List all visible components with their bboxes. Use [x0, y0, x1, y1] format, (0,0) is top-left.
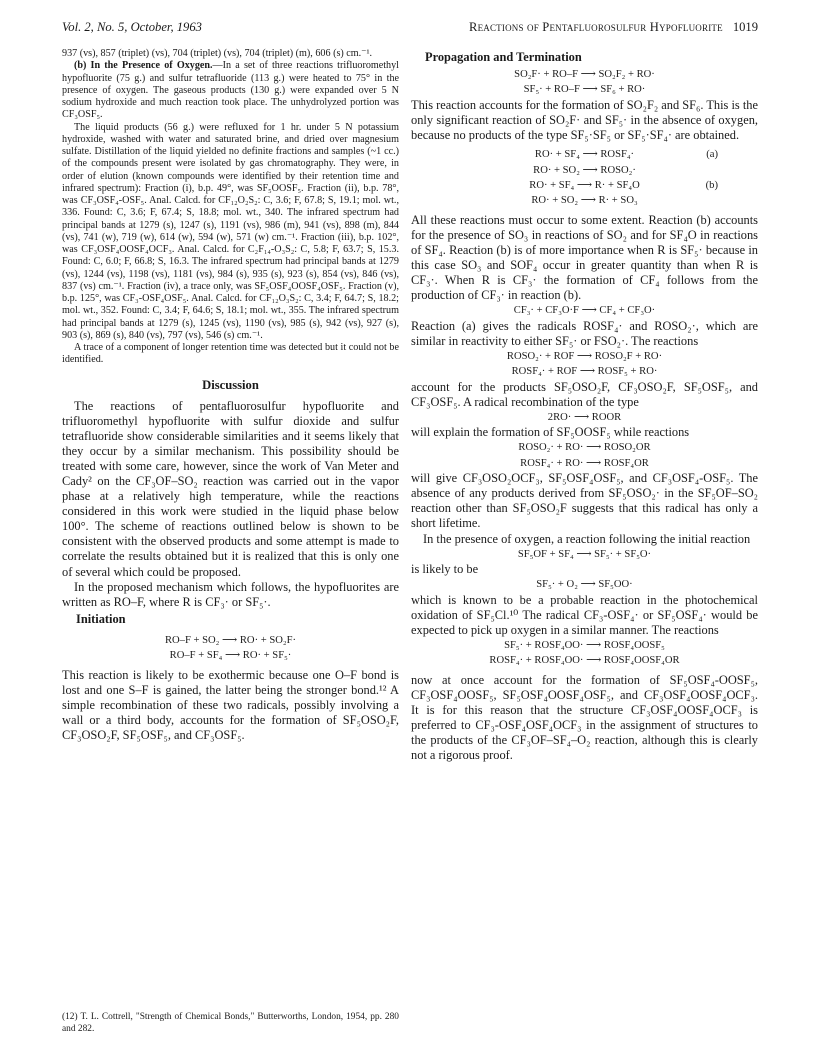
- rof-equation-2: ROSF₄· + ROF ⟶ ROSF₅ + RO·: [511, 366, 658, 378]
- reactions-paragraph: All these reactions must occur to some extent. Reaction (b) accounts for the presence of SO₃ in reactions of SO₂ and for SF₄O in reactions of SF₄. Reaction (b) is of more importance when R is SF₅· because in this case SO₃ and SOF₄ occur in greater quantity than when R is CF₃·. When R is CF₃· the formation of CF₄ follows from the production of CF₃· in reaction (b).: [411, 212, 758, 303]
- equation-b-2: RO· + SO₂ ⟶ R· + SO₃: [531, 195, 638, 207]
- trace-component-paragraph: A trace of a component of longer retention time was detected but it could not be identified.: [62, 342, 399, 366]
- photochemical-paragraph: which is known to be a probable reaction in the photochemical oxidation of SF₅Cl.¹⁰ The radical CF₃-OSF₄· or SF₅OSF₄· would be expected to pick up oxygen in a similar manner. The reactions: [411, 592, 758, 637]
- discussion-heading: Discussion: [202, 377, 259, 392]
- oxygen-equation-3: SF₅· + ROSF₄OO· ⟶ ROSF₄OOSF₅: [504, 639, 665, 651]
- recombination-equation: 2RO· ⟶ ROOR: [547, 411, 622, 423]
- likely-text: is likely to be: [411, 562, 479, 577]
- initiation-equation-1: RO–F + SO₂ ⟶ RO· + SO₂F·: [164, 634, 297, 646]
- footnote: (12) T. L. Cottrell, "Strength of Chemical Bonds," Butterworths, London, 1954, pp. 280 and 282.: [62, 1012, 399, 1034]
- oxygen-subheading: (b) In the Presence of Oxygen.: [74, 60, 213, 72]
- initiation-equation-2: RO–F + SF₄ ⟶ RO· + SF₅·: [169, 650, 292, 662]
- page-header: [62, 20, 758, 40]
- experimental-oxygen-paragraph: [62, 60, 399, 121]
- right-column: [411, 48, 758, 763]
- absence-paragraph: will give CF₃OSO₂OCF₃, SF₅OSF₄OSF₅, and CF₃OSF₄-OSF₅. The absence of any products derived from SF₅OSO₂· in the SF₅OF–SO₂ reaction other than SF₅OSO₂F suggests that this radical has only a short lifetime.: [411, 471, 758, 531]
- formation-paragraph: will explain the formation of SF₅OOSF₅ while reactions: [411, 425, 690, 440]
- liquid-products-paragraph: The liquid products (56 g.) were refluxed for 1 hr. under 5 N potassium hydroxide, washed with water and saturated brine, and dried over magnesium sulfate. Distillation of the liquid yielded no definite fractions and samples (~1 cc.) of the compounds present were isolated by gas chromatography. They were, in order of elution (known compounds were identified by their retention time and infrared spectrum): Fraction (i), b.p. 49°, was SF₅OOSF₅. Fraction (ii), b.p. 78°, was CF₃OSF₄-OSF₅. Anal. Calcd. for CF₁₂O₂S₂: C, 3.6; F, 67.8; S, 19.1; mol. wt., 336. Found: C, 3.6; F, 67.4; S, 18.8; mol. wt., 340. The infrared spectrum had principal bands at 1279 (s), 1247 (s), 1191 (vs), 986 (m), 941 (vs), 898 (m), 844 (vs), 741 (w), 719 (w), 614 (w), 594 (w), 571 (w) cm.⁻¹. Fraction (iii), b.p. 102°, was CF₃OSF₄OOSF₄OCF₃. Anal. Calcd. for C₂F₁₄-O₃S₂: C, 5.8; F, 63.7; S, 15.3. Found: C, 6.0; F, 66.8; S, 16.3. The infrared spectrum had principal bands at 1279 (vs), 1244 (vs), 1198 (vs), 1181 (vs), 984 (s), 935 (s), 923 (s), 854 (vs), 846 (vs), 837 (vs) cm.⁻¹. Fraction (iv), a trace only, was SF₅OSF₄OOSF₄OSF₅. Fraction (v), b.p. 125°, was CF₃-OSF₄OSF₅. Anal. Calcd. for CF₁₂O₃S₂: C, 3.4; F, 64.7; S, 18.2; mol. wt., 352. Found: C, 3.4; F, 64.6; S, 18.1; mol. wt., 355. The infrared spectrum had principal bands at 1279 (s), 1245 (vs), 1190 (vs), 985 (s), 942 (vs), 927 (s), 903 (s), 869 (s), 840 (vs), 797 (vs), 546 (s) cm.⁻¹.: [62, 121, 399, 341]
- equation-b-1: [411, 178, 758, 193]
- page-number: 1019: [732, 20, 758, 34]
- discussion-paragraph-2: In the proposed mechanism which follows, the hypofluorites are written as RO–F, where R is CF₃· or SF₅·.: [62, 579, 399, 609]
- oxygen-equation-2: SF₅· + O₂ ⟶ SF₅OO·: [536, 579, 633, 591]
- propagation-heading: Propagation and Termination: [425, 50, 582, 64]
- conclusion-paragraph: now at once account for the formation of SF₅OSF₄-OOSF₅, CF₃OSF₄OOSF₅, SF₅OSF₄OOSF₄OSF₅, and CF₃OSF₄OOSF₄OCF₃. It is for this reason that the structure CF₃OSF₄OOSF₄OCF₃ is preferred to CF₃-OSF₄OSF₄OCF₃ in the assignment of structures to the products of the CF₃OF–SF₄–O₂ reaction, although this is clearly not a rigorous proof.: [411, 672, 758, 763]
- equation-a-1: [411, 147, 758, 162]
- equation-b-1-text: RO· + SF₄ ⟶ R· + SF₄O: [529, 179, 640, 191]
- running-title: Reactions of Pentafluorosulfur Hypofluorite: [468, 20, 723, 34]
- combination-equation-2: ROSF₄· + RO· ⟶ ROSF₄OR: [520, 457, 649, 469]
- equation-a-2: RO· + SO₂ ⟶ ROSO₂·: [533, 164, 636, 176]
- propagation-equation-2: SF₅· + RO–F ⟶ SF₆ + RO·: [523, 84, 646, 96]
- combination-equation-1: ROSO₂· + RO· ⟶ ROSO₂OR: [518, 442, 651, 454]
- radicals-paragraph: Reaction (a) gives the radicals ROSF₄· and ROSO₂·, which are similar in reactivity to either SF₅· or FSO₂·. The reactions: [411, 318, 758, 348]
- discussion-paragraph-1: The reactions of pentafluorosulfur hypofluorite and trifluoromethyl hypofluorite with sulfur dioxide and sulfur tetrafluoride show considerable similarities and it seems likely that they occur by a similar mechanism. This possibility should be treated with some care, however, since the work of Van Meter and Cady² on the CF₃OF–SO₂ reaction was carried out in the vapor phase at a relatively high temperature, while the reactions considered in this work were studied in the liquid phase below 100°. The scheme of reactions outlined below is shown to be consistent with the observed products and some attempt is made to correlate the results obtained but it is realized that this is only one of several which could be proposed.: [62, 398, 399, 579]
- journal-info: Vol. 2, No. 5, October, 1963: [62, 20, 202, 34]
- oxygen-paragraph: In the presence of oxygen, a reaction following the initial reaction: [423, 531, 751, 546]
- equation-a-1-text: RO· + SF₄ ⟶ ROSF₄·: [534, 149, 635, 161]
- left-column: [62, 48, 399, 743]
- oxygen-equation-1: SF₅OF + SF₄ ⟶ SF₅· + SF₅O·: [517, 548, 652, 560]
- equation-a-tag: (a): [706, 149, 718, 161]
- rof-equation-1: ROSO₂· + ROF ⟶ ROSO₂F + RO·: [506, 350, 663, 362]
- propagation-equation-1: SO₂F· + RO–F ⟶ SO₂F₂ + RO·: [514, 69, 655, 80]
- spectrum-continuation: 937 (vs), 857 (triplet) (vs), 704 (triplet) (vs), 704 (triplet) (m), 606 (s) cm.⁻¹.: [62, 48, 373, 59]
- header-right: [469, 20, 758, 35]
- oxygen-equation-4: ROSF₄· + ROSF₄OO· ⟶ ROSF₄OOSF₄OR: [489, 655, 680, 667]
- discussion-paragraph-3: This reaction is likely to be exothermic because one O–F bond is lost and one S–F is gained, the latter being the stronger bond.¹² A simple recombination of these two radicals, possibly involving a wall or a third body, accounts for the formation of SF₅OSO₂F, CF₃OSO₂F, SF₅OSF₅, and CF₃OSF₅.: [62, 667, 399, 742]
- cf3-equation: CF₃· + CF₃O·F ⟶ CF₄ + CF₃O·: [513, 305, 656, 317]
- propagation-paragraph: This reaction accounts for the formation of SO₂F₂ and SF₆. This is the only significant reaction of SO₂F· and SF₅· in the absence of oxygen, because no products of the type SF₅·SF₅ or SF₅·SF₄· are obtained.: [411, 97, 758, 142]
- initiation-heading: Initiation: [76, 611, 126, 626]
- products-paragraph: account for the products SF₅OSO₂F, CF₃OSO₂F, SF₅OSF₅, and CF₃OSF₅. A radical recombination of the type: [411, 379, 758, 409]
- oxygen-text: —In a set of three reactions trifluoromethyl hypofluorite (75 g.) and sulfur tetrafluoride (113 g.) were heated to 75° in the presence of oxygen. The gaseous products (130 g.) were expanded over 5 N sodium hydroxide and much reaction took place. The unhydrolyzed portion was CF₃OSF₅.: [62, 60, 399, 121]
- equation-b-tag: (b): [705, 179, 718, 191]
